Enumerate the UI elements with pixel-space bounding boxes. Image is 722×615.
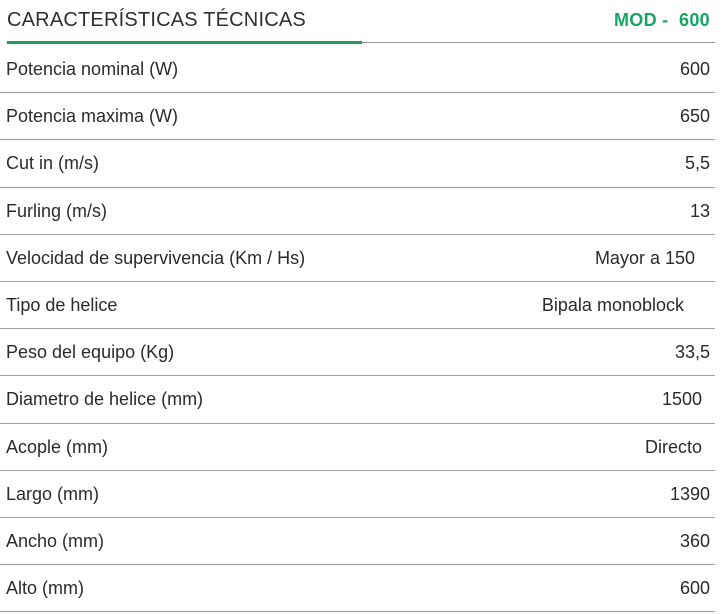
spec-label: Furling (m/s) <box>6 200 108 221</box>
spec-value: 650 <box>679 106 710 127</box>
spec-row-peso-equipo <box>0 329 715 376</box>
spec-label: Tipo de helice <box>6 294 118 315</box>
spec-row-ancho <box>0 518 715 565</box>
spec-row-potencia-maxima <box>0 93 715 140</box>
spec-label: Potencia maxima (W) <box>6 106 179 127</box>
spec-value: 360 <box>679 530 710 551</box>
section-title: CARACTERÍSTICAS TÉCNICAS <box>7 9 306 31</box>
spec-label: Alto (mm) <box>6 578 84 599</box>
spec-row-velocidad-supervivencia <box>0 235 715 282</box>
spec-label: Acople (mm) <box>6 436 109 457</box>
spec-value: 5,5 <box>684 153 710 174</box>
spec-row-cut-in <box>0 140 715 187</box>
spec-value: 1500 <box>661 389 702 410</box>
spec-row-alto <box>0 565 715 612</box>
spec-value: Directo <box>644 436 702 457</box>
spec-value: 33,5 <box>674 342 710 363</box>
spec-label: Ancho (mm) <box>6 530 105 551</box>
spec-label: Velocidad de supervivencia (Km / Hs) <box>6 247 306 268</box>
spec-value: Mayor a 150 <box>594 247 695 268</box>
spec-value: 600 <box>679 59 710 79</box>
spec-value: 13 <box>689 200 710 221</box>
spec-row-potencia-nominal <box>0 46 715 93</box>
header-accent-bar <box>7 41 362 44</box>
spec-label: Potencia nominal (W) <box>6 59 179 79</box>
spec-row-furling <box>0 188 715 235</box>
spec-label: Diametro de helice (mm) <box>6 389 204 410</box>
spec-value: 600 <box>679 578 710 599</box>
spec-label: Peso del equipo (Kg) <box>6 342 175 363</box>
spec-row-largo <box>0 471 715 518</box>
model-label: MOD - 600 <box>613 10 710 30</box>
specs-table <box>0 46 722 612</box>
spec-value: Bipala monoblock <box>541 294 684 315</box>
spec-row-acople <box>0 424 715 471</box>
spec-row-diametro-helice <box>0 376 715 423</box>
specs-header <box>0 0 722 46</box>
spec-label: Largo (mm) <box>6 483 100 504</box>
spec-label: Cut in (m/s) <box>6 153 100 174</box>
spec-value: 1390 <box>669 483 710 504</box>
spec-row-tipo-helice <box>0 282 715 329</box>
